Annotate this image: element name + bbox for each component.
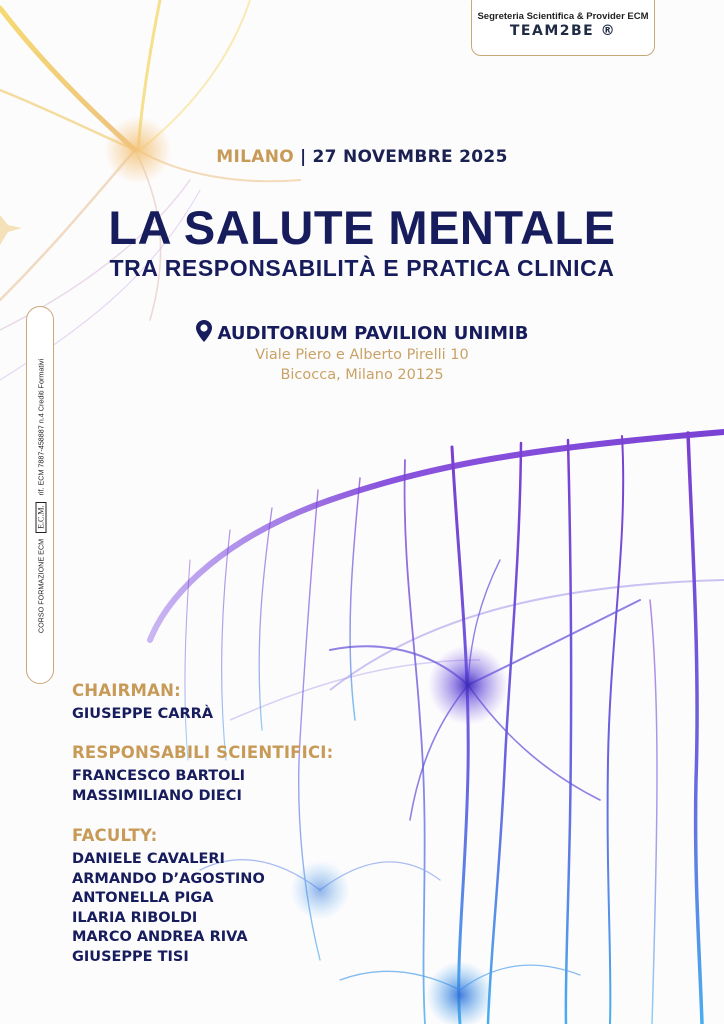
venue-name: AUDITORIUM PAVILION UNIMIB (217, 323, 529, 344)
page-subtitle: TRA RESPONSABILITÀ E PRATICA CLINICA (109, 255, 615, 281)
ecm-vertical-strip (26, 306, 54, 684)
responsabile-name: MASSIMILIANO DIECI (72, 787, 242, 804)
provider-label: Segreteria Scientifica & Provider ECM (477, 11, 649, 22)
event-city: MILANO (216, 147, 294, 167)
faculty-name: MARCO ANDREA RIVA (72, 929, 248, 945)
chairman-section (72, 681, 213, 725)
faculty-name: DANIELE CAVALERI (72, 851, 225, 867)
ecm-text (36, 307, 47, 685)
ecm-details: rif. ECM 7887-458887 n.4 Crediti Formativi (36, 358, 46, 496)
faculty-title: FACULTY: (72, 826, 158, 845)
venue-address-line-1: Viale Piero e Alberto Pirelli 10 (255, 347, 469, 363)
location-pin-icon (196, 320, 212, 342)
chairman-name: GIUSEPPE CARRÀ (72, 706, 214, 722)
faculty-name: ILARIA RIBOLDI (72, 909, 198, 926)
ecm-logo: E.C.M. (36, 502, 47, 533)
responsabili-section (72, 743, 333, 806)
venue-row (0, 320, 724, 344)
responsabile-name: FRANCESCO BARTOLI (72, 768, 246, 784)
faculty-name: ANTONELLA PIGA (72, 890, 214, 906)
venue-address-line-2: Bicocca, Milano 20125 (280, 367, 444, 383)
chairman-title: CHAIRMAN: (72, 681, 181, 700)
provider-logo: TEAM2BE ® (509, 23, 617, 39)
event-date: 27 NOVEMBRE 2025 (312, 147, 508, 167)
page-title: LA SALUTE MENTALE (108, 201, 616, 254)
date-separator: | (300, 147, 307, 167)
event-date-line (0, 147, 724, 167)
responsabili-title: RESPONSABILI SCIENTIFICI: (72, 743, 334, 762)
provider-box (471, 0, 655, 56)
faculty-name: ARMANDO D’AGOSTINO (72, 870, 265, 887)
faculty-section (72, 826, 265, 967)
faculty-name: GIUSEPPE TISI (72, 948, 189, 965)
ecm-prefix: CORSO FORMAZIONE ECM (36, 538, 46, 634)
